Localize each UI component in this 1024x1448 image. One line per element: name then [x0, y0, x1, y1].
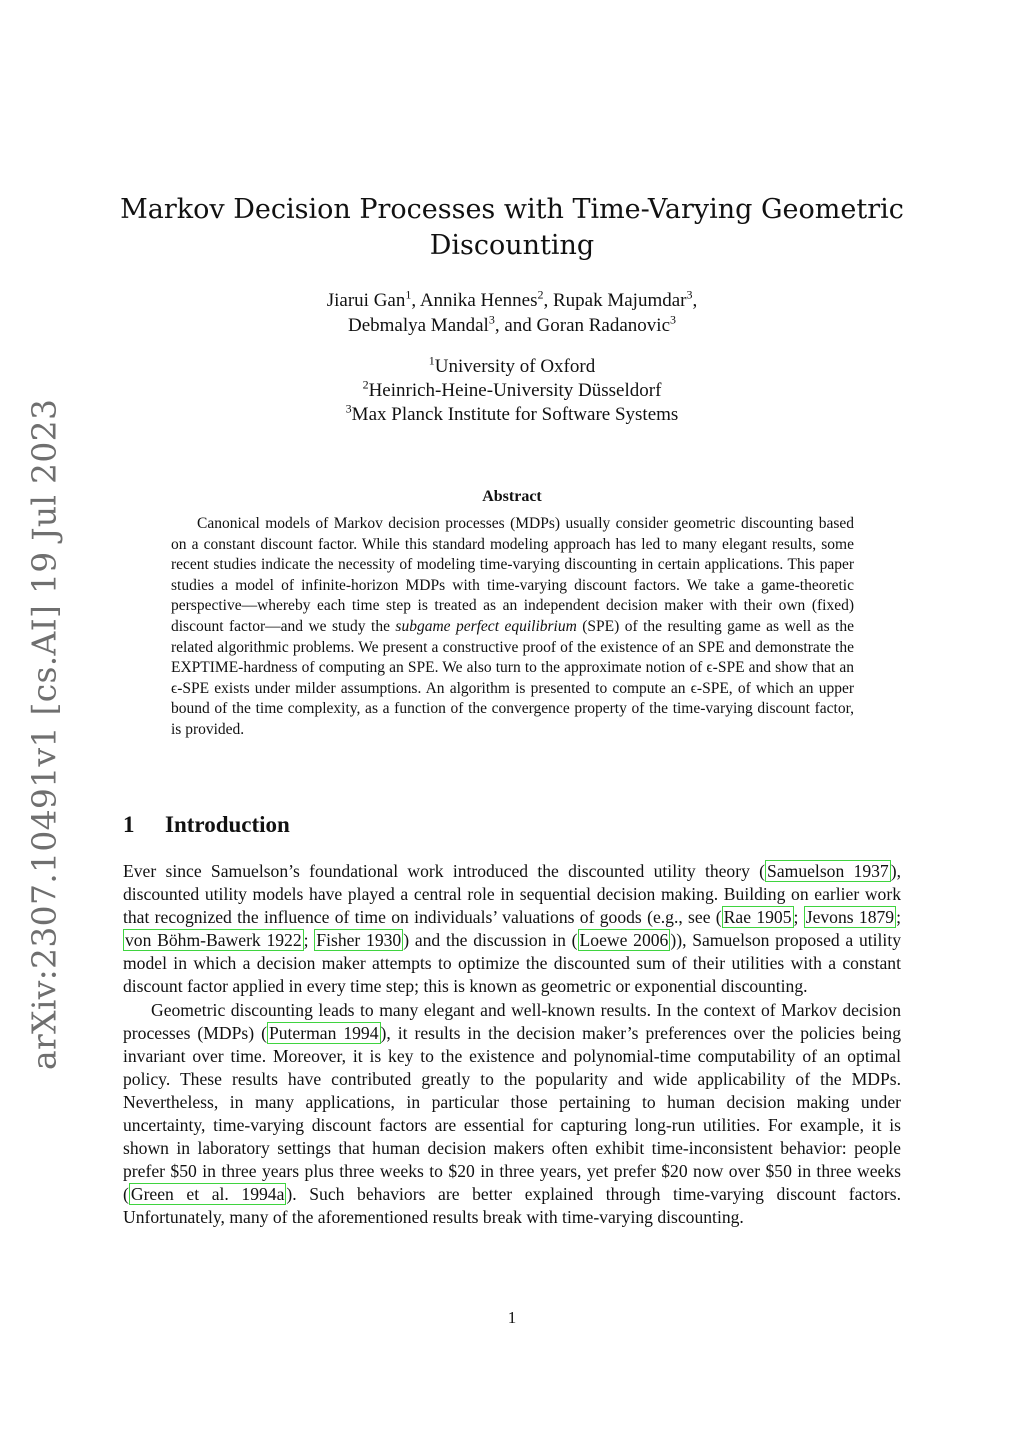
- author-affiliation-mark: 2: [537, 287, 544, 302]
- citation-link[interactable]: Fisher 1930: [316, 930, 402, 951]
- affiliation-list: [120, 355, 904, 427]
- abstract-emphasis: subgame perfect equilibrium: [395, 617, 577, 635]
- affiliation: [120, 355, 904, 379]
- author-name: Rupak Majumdar: [552, 290, 687, 311]
- paragraph-text: ). Such behaviors are better explained through time-varying discount factors. Unfortunately, many of the aforementioned results break with time-varying discounting.: [123, 1184, 901, 1228]
- introduction-body: [123, 860, 901, 1230]
- affiliation-name: University of Oxford: [434, 356, 596, 377]
- paragraph-text: ;: [793, 907, 804, 928]
- citation-link[interactable]: von Böhm-Bawerk 1922: [125, 930, 302, 951]
- affiliation-mark: 3: [345, 401, 352, 416]
- section-title: Introduction: [165, 812, 290, 837]
- citation-link[interactable]: Rae 1905: [723, 907, 792, 928]
- author-list: Jiarui Gan$^1$, Annika Hennes$^2$, Rupak Majumdar$^3$, Debmalya Mandal$^3$, and Goran Radanovic$^3$: [326, 287, 698, 336]
- paragraph-text: ;: [896, 907, 901, 928]
- citation-link[interactable]: Green et al. 1994a: [130, 1184, 285, 1205]
- section-number: 1: [123, 812, 135, 837]
- author-name: Annika Hennes: [419, 290, 538, 311]
- affiliation-mark: 1: [428, 353, 435, 368]
- paragraph-text: ), discounted utility models have played a central role in sequential decision making. Building on earlier work that recognized the influence of time on individuals’ valuations of goods (e.g., see (: [123, 861, 901, 928]
- paragraph: [123, 999, 901, 1230]
- citation-link[interactable]: Jevons 1879: [805, 907, 895, 928]
- author-affiliation-mark: 3: [488, 312, 495, 327]
- paragraph-text: )), Samuelson proposed a utility model in which a decision maker attempts to optimize the discounted sum of their utilities with a constant discount factor applied in every time step; this is known as geometric or exponential discounting.: [123, 930, 901, 997]
- affiliation: [120, 379, 904, 403]
- paper-title: Markov Decision Processes with Time-Varying Geometric Discounting: [120, 194, 904, 261]
- author-affiliation-mark: 3: [686, 287, 693, 302]
- paragraph-text: Geometric discounting leads to many elegant and well-known results. In the context of Markov decision processes (MDPs) (: [123, 999, 901, 1043]
- page-number: 1: [507, 1308, 517, 1327]
- paragraph-text: ), it results in the decision maker’s preferences over the policies being invariant over time. Moreover, it is key to the existence and polynomial-time computability of an optimal policy. These results have contributed greatly to the popularity and wide applicability of the MDPs. Nevertheless, in many applications, in particular those pertaining to human decision making under uncertainty, time-varying discount factors are essential for capturing long-run utilities. For example, it is shown in laboratory settings that human decision makers often exhibit time-inconsistent behavior: people prefer $50 in three years plus three weeks to $20 in three years, yet prefer $20 now over $50 in three weeks (: [123, 1022, 902, 1205]
- author-affiliation-mark: 3: [670, 312, 677, 327]
- affiliation-name: Max Planck Institute for Software Systems: [351, 404, 679, 425]
- abstract-body: [171, 514, 854, 741]
- section-heading: [123, 812, 290, 838]
- arxiv-identifier: arXiv:2307.10491v1 [cs.AI] 19 Jul 2023: [24, 398, 64, 1070]
- paragraph-text: ;: [303, 930, 315, 951]
- paragraph-text: ) and the discussion in (: [403, 930, 578, 951]
- author-name: Goran Radanovic: [536, 315, 671, 336]
- paragraph: [123, 860, 901, 999]
- citation-link[interactable]: Puterman 1994: [268, 1022, 379, 1043]
- author-affiliation-mark: 1: [405, 287, 412, 302]
- affiliation-mark: 2: [362, 377, 369, 392]
- abstract-heading: Abstract: [482, 488, 542, 505]
- abstract-text: Canonical models of Markov decision processes (MDPs) usually consider geometric discounting based on a constant discount factor. While this standard modeling approach has led to many elegant results, some recent studies indicate the necessity of modeling time-varying discounting in certain applications. This paper studies a model of infinite-horizon MDPs with time-varying discount factors. We take a game-theoretic perspective—whereby each time step is treated as an independent decision maker with their own (fixed) discount factor—and we study the: [171, 515, 854, 635]
- abstract-text: (SPE) of the resulting game as well as the related algorithmic problems. We present a constructive proof of the existence of an SPE and demonstrate the EXPTIME-hardness of computing an SPE. We also turn to the approximate notion of ϵ-SPE and show that an ϵ-SPE exists under milder assumptions. An algorithm is presented to compute an ϵ-SPE, of which an upper bound of the time complexity, as a function of the convergence property of the time-varying discount factor, is provided.: [171, 617, 854, 738]
- affiliation: [120, 403, 904, 427]
- paragraph-text: Ever since Samuelson’s foundational work introduced the discounted utility theory (: [123, 861, 766, 881]
- citation-link[interactable]: Samuelson 1937: [767, 861, 889, 881]
- author-name: Debmalya Mandal: [347, 315, 489, 336]
- citation-link[interactable]: Loewe 2006: [579, 930, 669, 951]
- author-name: Jiarui Gan: [326, 290, 406, 311]
- affiliation-name: Heinrich-Heine-University Düsseldorf: [368, 380, 662, 401]
